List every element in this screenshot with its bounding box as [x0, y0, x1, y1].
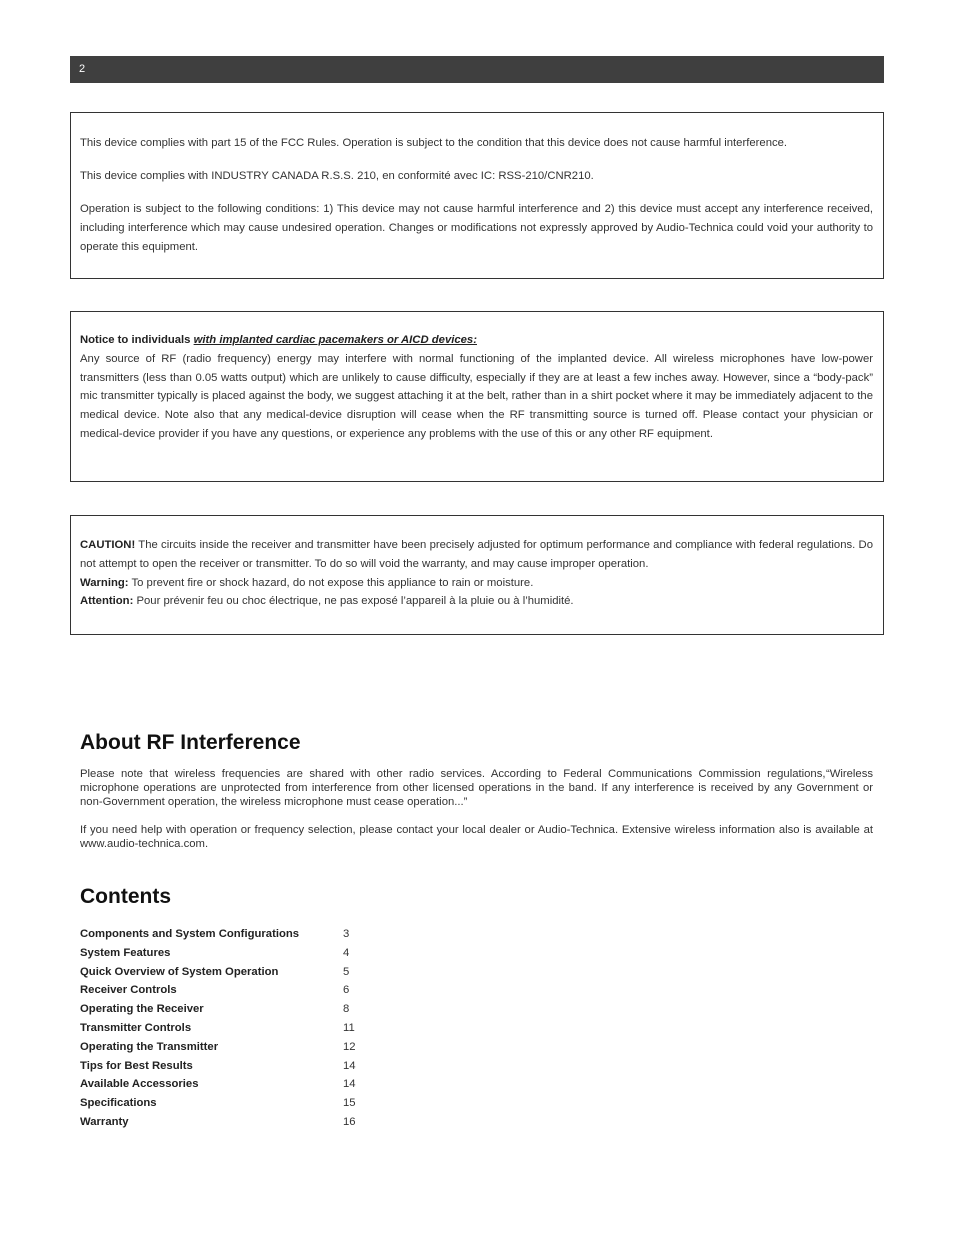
toc-entry-title: Receiver Controls: [80, 984, 177, 997]
caution-box: [70, 515, 884, 635]
toc-entry: [80, 1019, 356, 1038]
rf-paragraph-1: [80, 767, 873, 810]
toc-entry-page: 3: [343, 928, 350, 940]
caution-text: The circuits inside the receiver and transmitter have been precisely adjusted for optimum performance and compliance with federal regulations. Do not attempt to open the receiver or transmitter. To do so will void the warranty, and may cause improper operation.: [80, 539, 873, 570]
toc-entry-page: 12: [343, 1040, 356, 1053]
toc-entry-page: 6: [343, 984, 350, 997]
toc-entry-title: System Features: [80, 946, 171, 959]
toc-entry-title: Tips for Best Results: [80, 1059, 193, 1072]
toc-entry-title: Available Accessories: [80, 1078, 199, 1091]
notice-lead: Notice to individuals: [80, 334, 194, 346]
toc-entry: [80, 981, 356, 1000]
toc-entry-page: 15: [343, 1097, 356, 1110]
rf-interference-heading: About RF Interference: [80, 731, 301, 754]
toc-entry: [80, 963, 356, 982]
warning-text: To prevent fire or shock hazard, do not expose this appliance to rain or moisture.: [128, 576, 534, 589]
toc-entry: [80, 1000, 356, 1019]
caution-label: CAUTION!: [80, 539, 136, 551]
contents-heading: Contents: [80, 885, 171, 908]
toc-entry-page: 4: [343, 946, 350, 959]
toc-entry-page: 16: [343, 1115, 356, 1128]
notice-body: Any source of RF (radio frequency) energy may interfere with normal functioning of the implanted device. All wireless microphones have low-power transmitters (less than 0.05 watts output) which are unlikely to cause difficulty, especially if they are at least a few inches away. However, since a “body-pack” mic transmitter typically is placed against the body, we suggest attaching it at the belt, rather than in a shirt pocket where it may be immediately adjacent to the medical device. Note also that any medical-device disruption will cease when the RF transmitting source is turned off. Please contact your physician or medical-device provider if you have any questions, or experience any problems with the use of this or any other RF equipment.: [80, 352, 873, 440]
fcc-paragraph-1: This device complies with part 15 of the FCC Rules. Operation is subject to the condition that this device does not cause harmful interference.: [80, 137, 788, 149]
toc-entry-page: 14: [343, 1078, 356, 1091]
attention-text: Pour prévenir feu ou choc électrique, ne pas exposé l’appareil à la pluie ou à l’humidité.: [133, 595, 574, 608]
page-number: 2: [79, 63, 86, 75]
toc-entry: [80, 1094, 356, 1113]
page-header-bar: [70, 56, 884, 83]
toc-entry: [80, 944, 356, 963]
toc-entry-title: Components and System Configurations: [80, 928, 300, 940]
toc-entry: [80, 1038, 356, 1057]
attention-label: Attention:: [80, 595, 134, 608]
fcc-paragraph-3: Operation is subject to the following conditions: 1) This device may not cause harmful interference and 2) this device must accept any interference received, including interference which may cause undesired operation. Changes or modifications not expressly approved by Audio-Technica could void your authority to operate this equipment.: [80, 203, 873, 253]
toc-entry: [80, 1075, 356, 1094]
rf-paragraph-1-quote: “Wireless microphone operations are unprotected from interference from other licensed operations in the band. If any interference is received by any Government or non-Government operation, the wireless microphone must cease operation...”: [80, 768, 874, 809]
attention-paragraph: [80, 592, 873, 611]
rf-paragraph-1-intro: Please note that wireless frequencies are shared with other radio services. According to Federal Communications Commission regulations,: [80, 768, 826, 780]
toc-entry: [80, 925, 356, 944]
toc-entry-page: 5: [343, 965, 350, 978]
toc-entry-page: 8: [343, 1003, 350, 1016]
toc-entry: [80, 1057, 356, 1076]
toc-entry-title: Transmitter Controls: [80, 1021, 192, 1034]
table-of-contents: [80, 925, 356, 1132]
toc-entry: [80, 1113, 356, 1132]
pacemaker-notice-box: [70, 311, 884, 482]
toc-entry-page: 14: [343, 1059, 356, 1072]
toc-entry-title: Quick Overview of System Operation: [80, 965, 279, 978]
warning-paragraph: [80, 574, 873, 593]
toc-entry-page: 11: [343, 1021, 355, 1034]
warning-label: Warning:: [80, 576, 129, 589]
fcc-compliance-box: [70, 112, 884, 279]
toc-entry-title: Specifications: [80, 1097, 157, 1110]
toc-entry-title: Operating the Receiver: [80, 1003, 204, 1016]
rf-paragraph-2: If you need help with operation or frequency selection, please contact your local dealer or Audio-Technica. Extensive wireless information also is available at www.audio-technica.com.: [80, 824, 873, 851]
toc-entry-title: Operating the Transmitter: [80, 1040, 219, 1053]
toc-entry-title: Warranty: [80, 1115, 129, 1128]
notice-lead-emphasis: with implanted cardiac pacemakers or AICD devices:: [193, 334, 477, 346]
fcc-paragraph-2: This device complies with INDUSTRY CANADA R.S.S. 210, en conformité avec IC: RSS-210/CNR210.: [80, 170, 594, 182]
notice-heading: [80, 331, 873, 350]
caution-paragraph: [80, 536, 873, 574]
